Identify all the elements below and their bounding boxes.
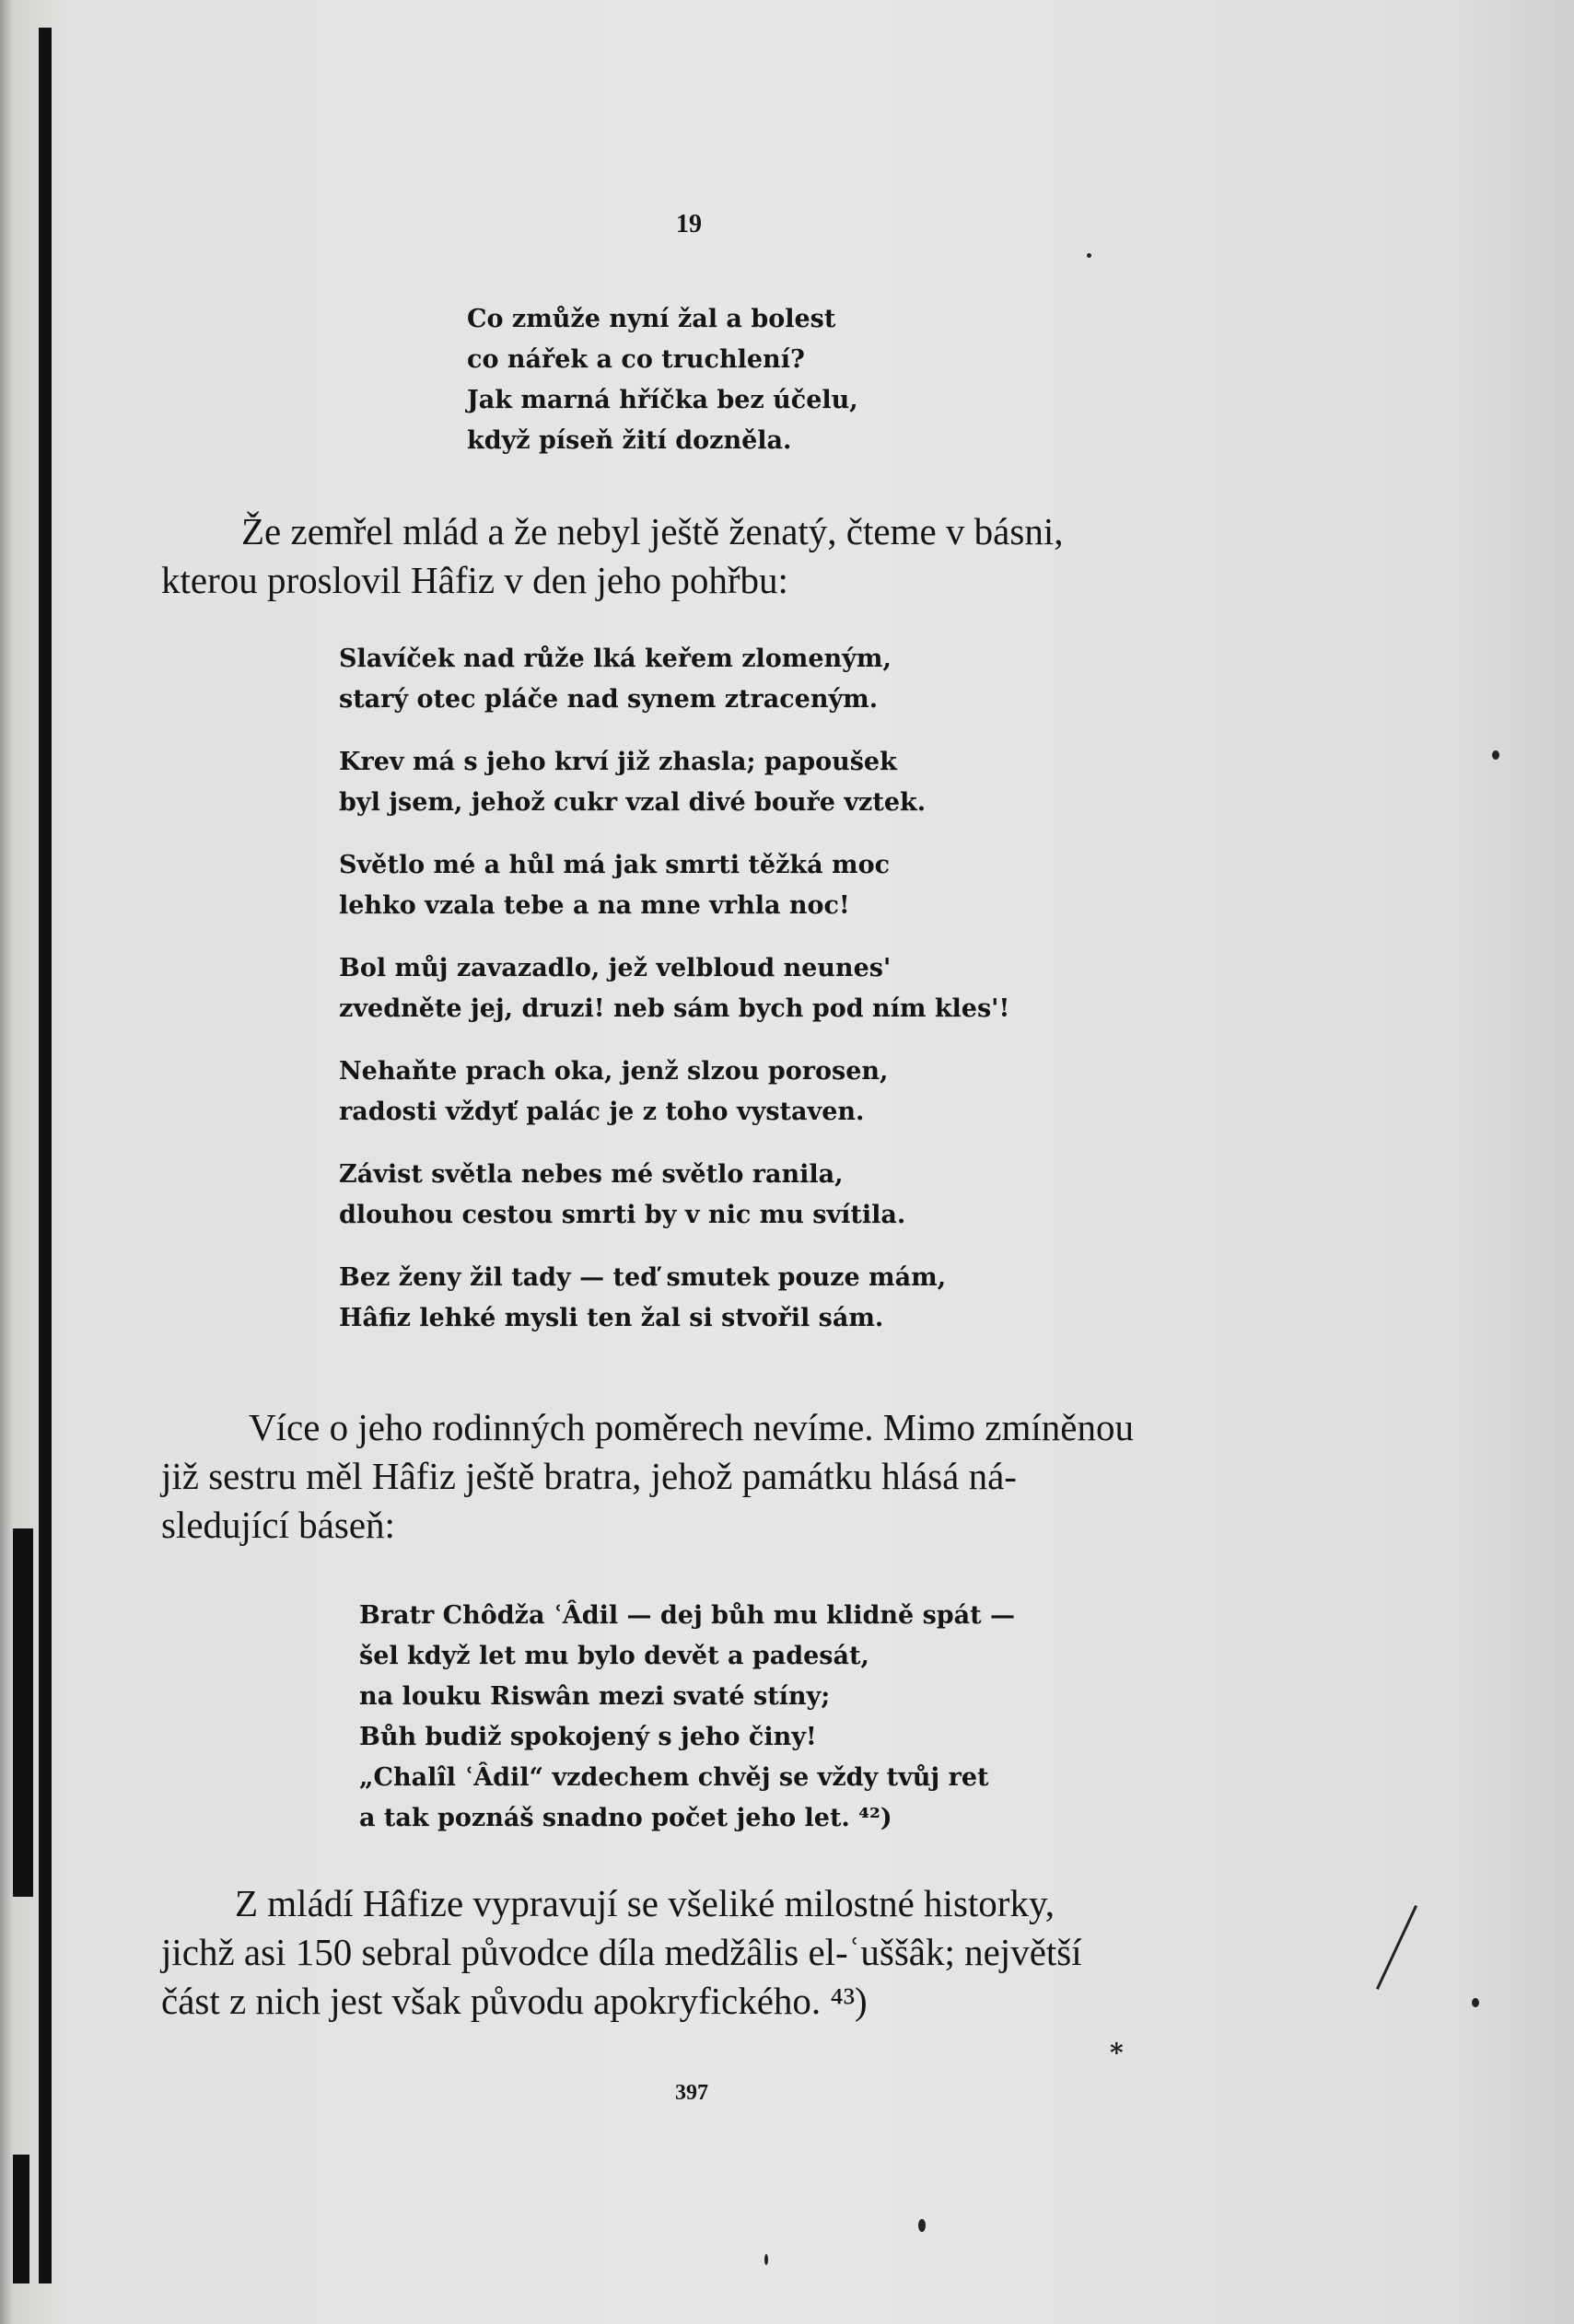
- paragraph-1: [161, 507, 1063, 605]
- verse-line: Bůh budiž spokojený s jeho činy!: [359, 1723, 817, 1751]
- paragraph-3: [161, 1879, 1082, 2026]
- verse-line: a tak poznáš snadno počet jeho let. ⁴²): [359, 1804, 892, 1832]
- paragraph-2: [161, 1403, 1134, 1550]
- verse-line: lehko vzala tebe a na mne vrhla noc!: [339, 891, 850, 920]
- page-edge-shadow: [0, 0, 13, 2324]
- binding-mark: [13, 2155, 29, 2283]
- verse-line: Bratr Chôdža ʿÂdil — dej bůh mu klidně spát —: [359, 1601, 1016, 1630]
- verse-line: zvedněte jej, druzi! neb sám bych pod ním kles'!: [339, 994, 1010, 1023]
- scan-speck: [1087, 253, 1091, 258]
- poem-1: [467, 299, 858, 461]
- prose-line: již sestru měl Hâfiz ještě bratra, jehož památku hlásá ná-: [161, 1455, 1017, 1497]
- verse-line: Bez ženy žil tady — teď smutek pouze mám,: [339, 1263, 947, 1292]
- verse-line: „Chalîl ʿÂdil“ vzdechem chvěj se vždy tvůj ret: [359, 1763, 989, 1792]
- verse-line: co nářek a co truchlení?: [467, 345, 805, 374]
- binding-line: [39, 28, 52, 2283]
- verse-line: Nehaňte prach oka, jenž slzou porosen,: [339, 1057, 889, 1086]
- verse-line: Slavíček nad růže lká keřem zlomeným,: [339, 645, 892, 673]
- poem-3: [359, 1596, 1015, 1839]
- verse-line: radosti vždyť palác je z toho vystaven.: [339, 1098, 865, 1126]
- stanza: [339, 639, 1009, 720]
- verse-line: Světlo mé a hůl má jak smrti těžká moc: [339, 851, 891, 879]
- sheet-number: 397: [675, 2081, 708, 2105]
- poem-2: [339, 639, 1009, 1339]
- verse-line: Bol můj zavazadlo, jež velbloud neunes': [339, 954, 892, 982]
- verse-line: když píseň žití dozněla.: [467, 426, 792, 455]
- scan-speck: [1492, 750, 1499, 760]
- stanza: [339, 1052, 1009, 1133]
- prose-line: kterou proslovil Hâfiz v den jeho pohřbu:: [161, 559, 788, 601]
- verse-line: Krev má s jeho krví již zhasla; papoušek: [339, 748, 897, 776]
- scan-speck: [764, 2254, 768, 2265]
- binding-mark: [13, 1528, 33, 1897]
- stanza: [339, 948, 1009, 1029]
- verse-line: byl jsem, jehož cukr vzal divé bouře vztek.: [339, 788, 927, 817]
- verse-line: šel když let mu bylo devět a padesát,: [359, 1642, 869, 1670]
- prose-line: část z nich jest však původu apokryfického. ⁴³): [161, 1980, 868, 2022]
- stanza: [339, 1155, 1009, 1236]
- verse-line: starý otec pláče nad synem ztraceným.: [339, 685, 879, 714]
- prose-line: jichž asi 150 sebral původce díla medžâlis el-ʿuššâk; největší: [161, 1931, 1082, 1973]
- stanza: [339, 1258, 1009, 1339]
- scan-speck: [1472, 1998, 1479, 2007]
- verse-line: Co zmůže nyní žal a bolest: [467, 305, 836, 333]
- prose-line: Více o jeho rodinných poměrech nevíme. Mimo zmíněnou: [249, 1406, 1134, 1448]
- verse-line: Hâfiz lehké mysli ten žal si stvořil sám.: [339, 1304, 884, 1332]
- verse-line: Jak marná hříčka bez účelu,: [467, 386, 858, 414]
- verse-line: Závist světla nebes mé světlo ranila,: [339, 1160, 844, 1189]
- verse-line: dlouhou cestou smrti by v nic mu svítila.: [339, 1201, 906, 1229]
- prose-line: sledující báseň:: [161, 1504, 395, 1546]
- scan-stroke: [1376, 1905, 1417, 1990]
- prose-line: Že zemřel mlád a že nebyl ještě ženatý, čteme v básni,: [241, 510, 1064, 552]
- page-number: 19: [676, 210, 702, 238]
- stanza: [339, 742, 1009, 823]
- verse-line: na louku Riswân mezi svaté stíny;: [359, 1682, 831, 1711]
- prose-line: Z mládí Hâfize vypravují se všeliké milostné historky,: [235, 1882, 1055, 1924]
- stanza: [339, 845, 1009, 926]
- signature-mark: *: [1110, 2038, 1124, 2068]
- scan-speck: [918, 2219, 926, 2232]
